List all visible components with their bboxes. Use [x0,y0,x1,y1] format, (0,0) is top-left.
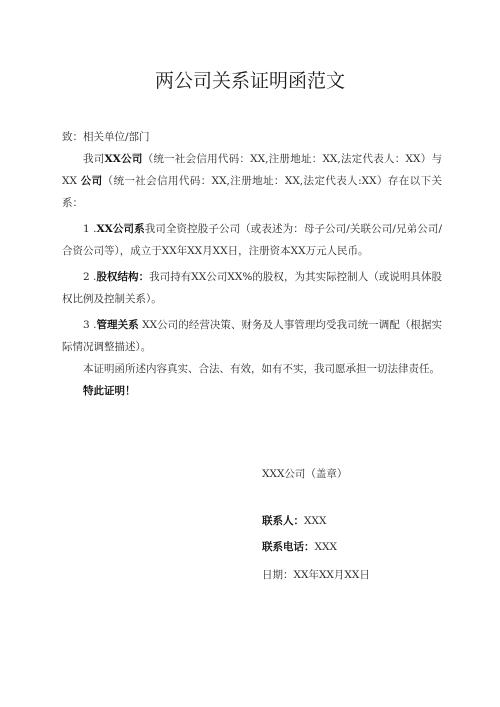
item-3 [62,314,442,358]
company-b-name: 公司 [80,175,103,187]
salutation: 致：相关单位/部门 [62,131,150,143]
item-3-text: XX公司的经营决策、财务及人事管理均受我司统一调配（根据实际情况调整描述）。 [62,319,443,353]
date-row [262,567,370,582]
item-1 [62,218,442,262]
item-2-number: 2 . [83,271,97,283]
intro-paragraph [62,148,442,214]
document-title: 两公司关系证明函范文 [154,70,345,92]
closing-statement: 特此证明！ [83,385,136,397]
contact-value: XXX [304,515,327,527]
phone-value: XXX [314,541,337,553]
phone-row [262,539,337,554]
declaration-paragraph: 本证明函所述内容真实、合法、有效，如有不实，我司愿承担一切法律责任。 [83,363,440,375]
date-label: 日期： [262,569,294,581]
item-2-text: 我司持有XX公司XX%的股权，为其实际控制人（或说明具体股权比例及控制关系）。 [62,271,442,305]
intro-text-1: 我司 [83,153,105,165]
item-2 [62,266,442,310]
signature-company-name: XXX公司 [262,468,306,480]
date-value: XX年XX月XX日 [293,569,370,581]
item-1-text: 我司全资控股子公司（或表述为：母子公司/关联公司/兄弟公司/合资公司等），成立于XX年XX月XX日，注册资本XX万元人民币。 [62,223,442,257]
signature-seal-note: （盖章） [305,468,348,480]
item-3-number: 3 . [83,319,97,331]
signature-company-row [262,466,347,481]
document-body [62,126,442,402]
item-3-heading: 管理关系 [96,319,139,331]
item-1-heading: XX公司系 [96,223,145,235]
contact-label: 联系人： [262,515,304,527]
item-1-number: 1 . [83,223,97,235]
company-a-name: XX公司 [104,153,143,165]
contact-row [262,513,326,528]
intro-text-3: （统一社会信用代码：XX,注册地址：XX,法定代表人:XX）存在以下关系： [62,175,443,209]
intro-text-2: （统一社会信用代码：XX,注册地址：XX,法定代表人：XX）与XX [62,153,442,187]
item-2-heading: 股权结构： [96,271,150,283]
phone-label: 联系电话： [262,541,315,553]
